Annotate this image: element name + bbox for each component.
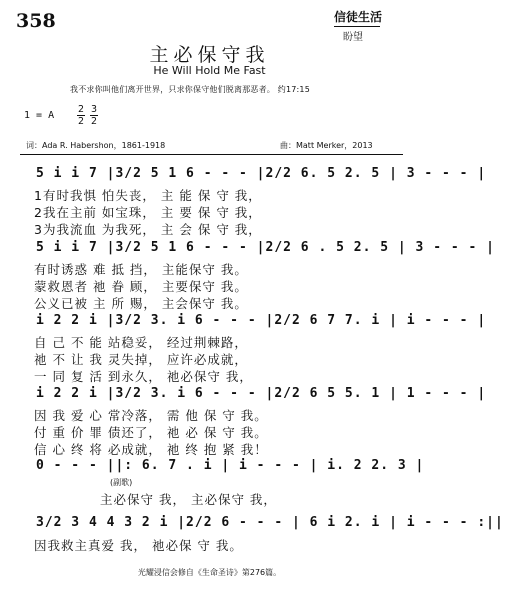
scripture-verse: 我不求你叫他们离开世界，只求你保守他们脱离那恶者。 约17:15	[70, 85, 310, 94]
time-signature-2-2	[77, 104, 85, 127]
notation-line-4: i 2 2 i |3/2 3. i 6 - - - |2/2 6 5 5. 1 | 1 - - - |	[36, 386, 487, 401]
lyricist-credit: 词：Ada R. Habershon，1861-1918	[26, 141, 166, 150]
lyric-line-5-1: 主必保守 我， 主必保守 我，	[100, 492, 277, 507]
lyric-line-3-3: 一 同 复 活 到永久， 祂必保守 我，	[34, 369, 253, 384]
notation-line-5: 0 - - - ||: 6. 7 . i | i - - - | i. 2 2. 3 |	[36, 458, 425, 473]
lyric-line-2-3: 公义已被 主 所 赐， 主会保守 我。	[34, 296, 248, 311]
lyric-line-2-2: 蒙救恩者 祂 眷 顾， 主要保守 我。	[34, 279, 248, 294]
key-signature: 1 = A	[24, 110, 55, 121]
time-denominator: 2	[90, 116, 98, 127]
lyric-line-1-3: 3为我流血 为我死， 主 会 保 守 我，	[34, 222, 262, 237]
lyric-line-3-1: 自 己 不 能 站稳妥， 经过荆棘路，	[34, 335, 248, 350]
lyric-line-4-3: 信 心 终 将 必成就， 祂 终 抱 紧 我！	[34, 442, 268, 457]
lyric-line-3-2: 祂 不 让 我 灵失掉， 应许必成就，	[34, 352, 248, 367]
header-divider	[20, 154, 403, 155]
source-footnote: 光耀浸信会修自《生命圣诗》第276篇。	[137, 568, 282, 577]
notation-line-3: i 2 2 i |3/2 3. i 6 - - - |2/2 6 7 7. i | i - - - |	[36, 313, 487, 328]
subcategory-label: 盼望	[343, 32, 363, 43]
hymn-title: 主必保守我	[149, 44, 270, 66]
notation-line-1: 5 i i 7 |3/2 5 1 6 - - - |2/2 6. 5 2. 5 | 3 - - - |	[36, 166, 487, 181]
time-numerator: 3	[90, 104, 98, 115]
notation-line-6: 3/2 3 4 4 3 2 i |2/2 6 - - - | 6 i 2. i | i - - - :||	[36, 515, 504, 530]
hymn-title-english: He Will Hold Me Fast	[153, 64, 266, 77]
time-numerator: 2	[77, 104, 85, 115]
notation-line-2: 5 i i 7 |3/2 5 1 6 - - - |2/2 6 . 5 2. 5 | 3 - - - |	[36, 240, 495, 255]
lyric-line-1-2: 2我在主前 如宝珠， 主 要 保 守 我，	[34, 205, 262, 220]
lyric-line-2-1: 有时诱惑 难 抵 挡， 主能保守 我。	[34, 262, 248, 277]
composer-credit: 曲：Matt Merker，2013	[280, 141, 373, 150]
hymn-number: 358	[16, 10, 56, 32]
lyric-line-4-1: 因 我 爱 心 常冷落， 需 他 保 守 我。	[34, 408, 268, 423]
lyric-line-4-2: 付 重 价 罪 债还了， 祂 必 保 守 我。	[34, 425, 268, 440]
lyric-line-1-1: 1有时我惧 怕失丧， 主 能 保 守 我，	[34, 188, 262, 203]
time-denominator: 2	[77, 116, 85, 127]
time-signature-3-2	[90, 104, 98, 127]
lyric-line-6-1: 因我救主真爱 我， 祂必保 守 我。	[34, 538, 243, 553]
refrain-label: (副歌)	[110, 478, 133, 487]
category-label: 信徒生活	[334, 8, 380, 27]
